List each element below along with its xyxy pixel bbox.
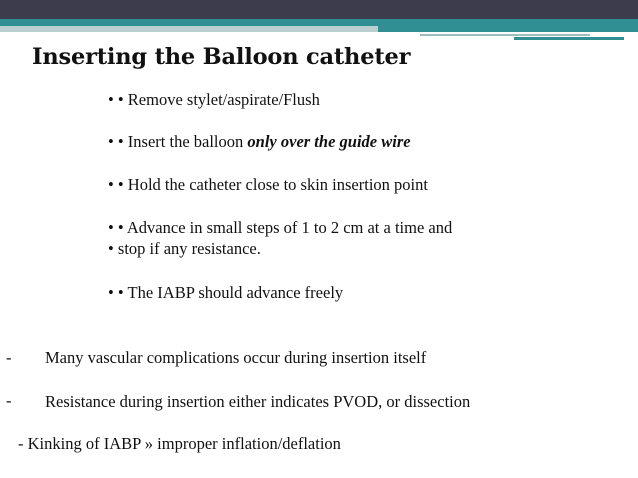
bullet-emphasis: only over the guide wire [247,132,411,151]
bullet-item: • stop if any resistance. [108,239,261,258]
note-item: Many vascular complications occur during insertion itself [45,348,427,367]
note-item: - Kinking of IABP » improper inflation/deflation [18,434,341,453]
note-dash: - [6,391,12,410]
bullet-item: • • Remove stylet/aspirate/Flush [108,90,320,109]
header-band-teal-right [378,26,638,32]
bullet-item [108,132,411,152]
bullet-item: • • Advance in small steps of 1 to 2 cm at a time and [108,218,453,237]
header-band-grey [0,26,378,32]
bullet-item: • • The IABP should advance freely [108,283,344,302]
header-band-dark [0,0,638,19]
bullet-item: • • Hold the catheter close to skin insertion point [108,175,428,194]
bullet-text: • • Insert the balloon [108,132,248,151]
header-accent-line [420,34,590,36]
header-accent-line-short [514,37,624,40]
note-dash: - [6,348,12,367]
header-band-teal [0,19,638,26]
slide-title: Inserting the Balloon catheter [32,44,411,70]
note-item: Resistance during insertion either indicates PVOD, or dissection [45,392,471,411]
